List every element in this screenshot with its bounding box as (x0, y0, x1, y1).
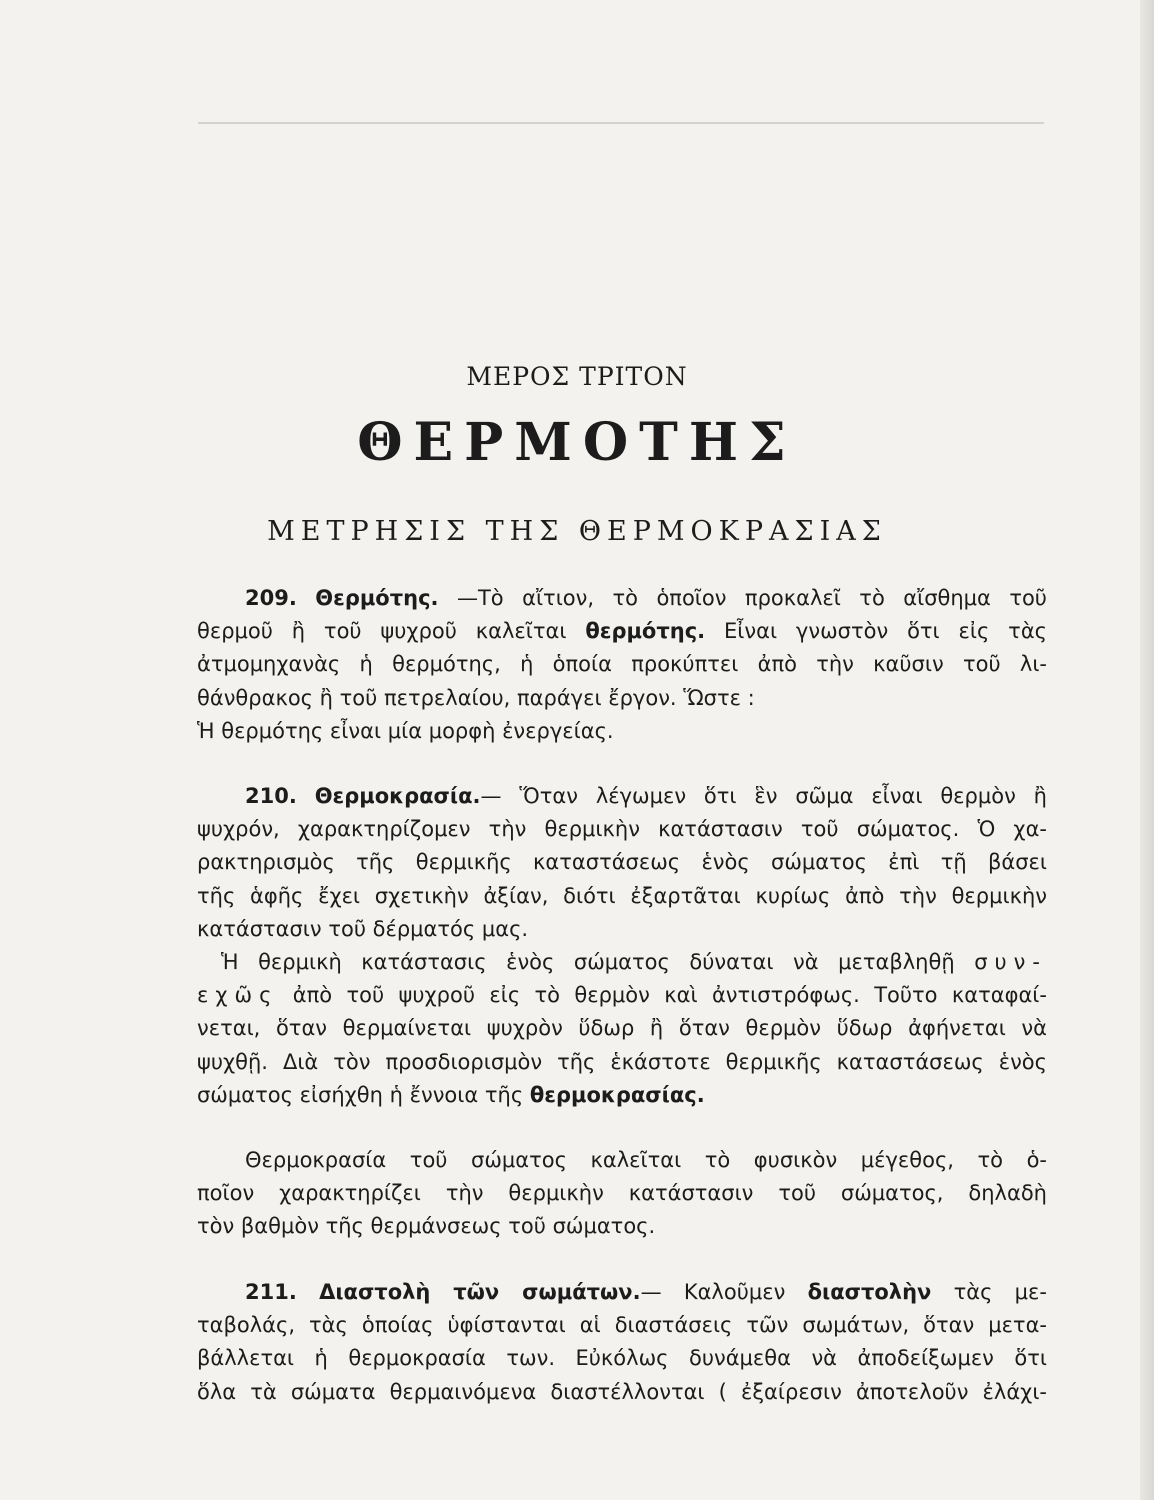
section-211-line-1 (197, 1276, 1047, 1309)
definition-line-1: Θερμοκρασία τοῦ σώματος καλεῖται τὸ φυσικὸν μέγεθος, τὸ ὁ- (245, 1148, 1047, 1172)
section-210-line-5: κατάστασιν τοῦ δέρματός μας. (197, 916, 529, 941)
spaced-term: συν- (974, 950, 1047, 975)
section-210-line-7 (197, 979, 1047, 1012)
main-title: ΘΕΡΜΟΤΗΣ (357, 412, 797, 473)
section-number: 209. (245, 586, 297, 610)
section-210-line-10 (197, 1079, 1047, 1112)
paragraph-text: Ἡ θερμικὴ κατάστασις ἑνὸς σώματος δύναται νὰ μεταβληθῇ (221, 950, 955, 975)
paragraph-text: Εἶναι γνωστὸν ὅτι εἰς τὰς (724, 619, 1047, 644)
section-210-line-8: νεται, ὅταν θερμαίνεται ψυχρὸν ὕδωρ ἢ ὅταν θερμὸν ὕδωρ ἀφήνεται νὰ (197, 1016, 1047, 1041)
bold-term: θερμότης. (585, 619, 706, 644)
section-number: 211. (245, 1280, 297, 1304)
section-210 (197, 780, 1047, 1112)
paragraph-text: ἀπὸ τοῦ ψυχροῦ εἰς τὸ θερμὸν καὶ ἀντιστρόφως. Τοῦτο καταφαί- (292, 983, 1047, 1008)
bold-term: θερμοκρασίας. (529, 1082, 705, 1107)
definition-line-2: ποῖον χαρακτηρίζει τὴν θερμικὴν κατάστασιν τοῦ σώματος, δηλαδὴ (197, 1181, 1047, 1206)
paragraph-text: — Ὅταν λέγωμεν ὅτι ἓν σῶμα εἶναι θερμὸν ἢ (480, 784, 1047, 808)
section-209 (197, 582, 1047, 748)
section-heading: Θερμοκρασία. (314, 784, 481, 808)
section-209-line-3: ἀτμομηχανὰς ἡ θερμότης, ἡ ὁποία προκύπτει ἀπὸ τὴν καῦσιν τοῦ λι- (197, 652, 1047, 677)
paragraph-text: θερμοῦ ἢ τοῦ ψυχροῦ καλεῖται (197, 619, 567, 644)
definition-line-3: τὸν βαθμὸν τῆς θερμάνσεως τοῦ σώματος. (197, 1214, 656, 1239)
section-209-line-2 (197, 615, 1047, 648)
section-211-line-2: ταβολάς, τὰς ὁποίας ὑφίστανται αἱ διαστάσεις τῶν σωμάτων, ὅταν μετα- (197, 1313, 1047, 1338)
section-209-line-1 (197, 582, 1047, 615)
paragraph-text: — Καλοῦμεν (640, 1280, 786, 1304)
spaced-term: εχῶς (197, 983, 279, 1008)
section-210-line-3: ρακτηρισμὸς τῆς θερμικῆς καταστάσεως ἑνὸς σώματος ἐπὶ τῇ βάσει (197, 850, 1047, 875)
section-number: 210. (245, 784, 297, 808)
section-210-line-1 (197, 780, 1047, 813)
section-210-line-2: ψυχρόν, χαρακτηρίζομεν τὴν θερμικὴν κατάστασιν τοῦ σώματος. Ὁ χα- (197, 817, 1047, 842)
section-211 (197, 1276, 1047, 1409)
paragraph-text: —Τὸ αἴτιον, τὸ ὁποῖον προκαλεῖ τὸ αἴσθημα τοῦ (456, 586, 1047, 610)
paragraph-text: τὰς με- (953, 1280, 1047, 1304)
paragraph-text: σώματος εἰσήχθη ἡ ἔννοια τῆς (197, 1082, 524, 1107)
section-211-line-4: ὅλα τὰ σώματα θερμαινόμενα διαστέλλονται ( ἐξαίρεσιν ἀποτελοῦν ἐλάχι- (197, 1379, 1047, 1404)
section-210-line-6 (197, 946, 1047, 979)
section-211-line-3: βάλλεται ἡ θερμοκρασία των. Εὐκόλως δυνάμεθα νὰ ἀποδείξωμεν ὅτι (197, 1346, 1047, 1371)
page-edge-shadow (1140, 0, 1154, 1500)
bold-term: διαστολὴν (807, 1280, 932, 1304)
bleed-through-rule (198, 122, 1044, 124)
section-210-line-9: ψυχθῇ. Διὰ τὸν προσδιορισμὸν τῆς ἑκάστοτε θερμικῆς καταστάσεως ἑνὸς (197, 1049, 1047, 1074)
section-209-line-5: Ἡ θερμότης εἶναι μία μορφὴ ἐνεργείας. (197, 718, 614, 743)
section-210-line-4: τῆς ἁφῆς ἔχει σχετικὴν ἀξίαν, διότι ἐξαρτᾶται κυρίως ἀπὸ τὴν θερμικὴν (197, 883, 1047, 908)
section-209-line-4: θάνθρακος ἢ τοῦ πετρελαίου, παράγει ἔργον. Ὥστε : (197, 685, 755, 710)
section-heading: Διαστολὴ τῶν σωμάτων. (319, 1280, 641, 1304)
definition-block (197, 1144, 1047, 1244)
part-title: ΜΕΡΟΣ ΤΡΙΤΟΝ (466, 362, 688, 391)
section-heading: Θερμότης. (315, 586, 439, 610)
chapter-title: ΜΕΤΡΗΣΙΣ ΤΗΣ ΘΕΡΜΟΚΡΑΣΙΑΣ (267, 516, 887, 547)
